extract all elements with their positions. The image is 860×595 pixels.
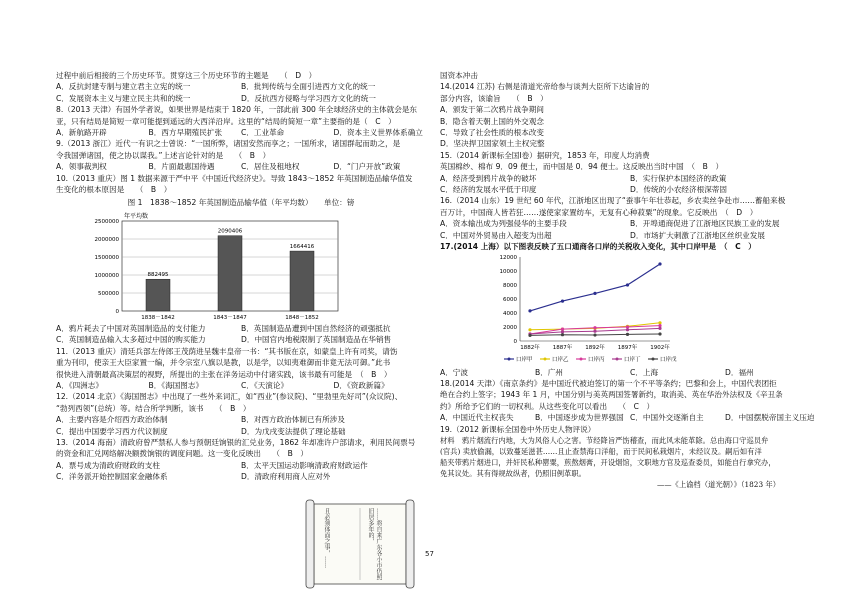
bar-value-label: 882495: [147, 272, 169, 279]
y-tick-label: 6000: [503, 296, 517, 303]
data-point: [593, 329, 596, 332]
q10-opt-b: B．英国制造品遭到中国自然经济的顽强抵抗: [241, 323, 391, 333]
q9-opt-a: A．领事裁判权: [56, 162, 107, 172]
y-tick-label: 1000000: [94, 272, 119, 279]
q13-opt-b: B．太平天国运动影响清政府财政运作: [241, 460, 368, 470]
data-point: [626, 283, 629, 286]
line-chart: [440, 253, 820, 367]
legend-marker: [652, 357, 655, 360]
y-tick-label: 4000: [503, 310, 517, 317]
y-tick-label: 2000000: [94, 236, 119, 243]
q11-opt-c: C．《天演论》: [241, 380, 289, 390]
legend-marker: [580, 357, 583, 360]
left-column: [56, 70, 426, 483]
bar: [218, 236, 242, 311]
data-point: [561, 299, 564, 302]
q8-line: 8.（2013 天津）有国外学者说，如果世界是结束于 1820 年，一部此前 300 年全球经济史的主体就会是东: [56, 105, 418, 115]
y-tick-label: 12000: [499, 254, 517, 261]
q16-opt-c: C．中国对外贸易由入超变为出超: [440, 230, 552, 240]
line-chart-svg: [490, 253, 760, 367]
q7-opt-b: B．批判传统与全面引进西方文化的统一: [241, 82, 376, 92]
data-point: [658, 262, 661, 265]
q13-opt-d: D．清政府利用商人应对外: [241, 472, 331, 482]
q18-opt-c: C．中国外交逐渐自主: [630, 413, 704, 423]
q10-line: 生变化的根本原因是 （ B ）: [56, 185, 172, 195]
legend-label: 口岸戊: [660, 356, 677, 363]
data-point: [593, 326, 596, 329]
q18-line: 18.(2014 天津）《南京条约》是中国近代被迫签订的第一个不平等条约；巴黎和会上，中国代表团拒: [440, 378, 777, 388]
q7-opt-a: A．反抗封建专制与建立君主立宪的统一: [56, 82, 191, 92]
x-tick-label: 1887年: [552, 344, 573, 351]
q18-opt-a: A．中国近代主权丧失: [440, 413, 514, 423]
q18-opt-b: B．中国逐步成为世界强国: [535, 413, 624, 423]
q17-opt-d: D．福州: [725, 367, 754, 377]
x-tick-label: 1843－1847: [213, 314, 247, 321]
scroll-text-left: 且必须体面之事，……: [323, 508, 330, 568]
legend-marker: [616, 357, 619, 360]
bar: [146, 279, 170, 311]
bar-value-label: 2090406: [217, 228, 243, 235]
q17-head: 17.(2014 上海）以下图表反映了五口通商各口岸的关税收入变化，其中口岸甲是 （ C ）: [440, 242, 756, 252]
q12-opt-a: A．主要内容是介绍西方政治体制: [56, 415, 168, 425]
y-tick-label: 8000: [503, 282, 517, 289]
q14-line: 14.(2014 江苏) 右侧是清道光帝给参与谈判大臣所下达谕旨的: [440, 82, 650, 92]
q17-opt-a: A．宁波: [440, 367, 468, 377]
y-tick-label: 500000: [98, 290, 119, 297]
x-tick-label: 1902年: [650, 344, 670, 351]
q16-opt-a: A．资本输出成为列强侵华的主要手段: [440, 219, 567, 229]
bar-chart-svg: [76, 211, 346, 323]
q8-opt-c: C．工业革命: [241, 128, 285, 138]
y-tick-label: 0: [115, 308, 119, 315]
data-point: [561, 327, 564, 330]
q16-opt-b: B．开埠通商促进了江浙地区民族工业的发展: [630, 219, 780, 229]
q18-line: 约》所给予它们的一切权利。从这些变化可以看出 （ C ）: [440, 401, 655, 411]
data-point: [658, 326, 661, 329]
q10-opt-a: A．鸦片耗去了中国对英国制造品的支付能力: [56, 323, 206, 333]
legend-marker: [544, 357, 547, 360]
q9-opt-c: C．居住及租地权: [241, 162, 300, 172]
q7-tail: 过程中前后相接的三个历史环节。贯穿这三个历史环节的主题是 （ D ）: [56, 71, 317, 80]
q15-opt-d: D．传统的小农经济根深蒂固: [630, 185, 727, 195]
y-tick-label: 0: [513, 338, 517, 345]
q15-opt-b: B．实行保护本国经济的政策: [630, 173, 727, 183]
q15-opt-c: C．经济的发展水平低于印度: [440, 185, 537, 195]
y-tick-label: 10000: [499, 268, 517, 275]
data-point: [593, 291, 596, 294]
q8-opt-d: D．资本主义世界体系确立: [333, 128, 423, 138]
q9-line: 令我国弹诸国，使之协以谋我。”上述言论针对的是 （ B ）: [56, 150, 271, 160]
legend-label: 口岸甲: [516, 356, 533, 363]
data-point: [658, 321, 661, 324]
q10-opt-d: D．中国官内地税限制了英国制造品在华销售: [241, 335, 392, 345]
q12-line: 12.（2014 北京）《海国图志》中出现了一些外来词汇，如“西业”(参议院)、“里勃里先好司”(众议院)、: [56, 392, 403, 402]
q13-opt-c: C．洋务派开始控制国家金融体系: [56, 472, 168, 482]
x-tick-label: 1892年: [585, 344, 605, 351]
x-tick-label: 1838－1842: [141, 314, 175, 321]
passage-line: 免其议处。其有得规故纵者，仍照旧例革职。: [440, 468, 586, 478]
data-point: [626, 325, 629, 328]
q10-opt-c: C．英国制造品输入太多超过中国的购买能力: [56, 335, 206, 345]
q11-line: 重为刊印，使亲王大臣家置一编，并令宗室八旗以是教，以是学，以知夷难御而非竟无法可御。”此书: [56, 358, 391, 368]
passage-line: (官兵) 卖放偷漏，以致蔓延滋甚……且止查禁海口洋船，而于民间私栽烟片，未经议及。嗣后如有洋: [440, 446, 762, 456]
x-tick-label: 1897年: [617, 344, 638, 351]
q16-line: 百万计，中国商人皆若狂……遂使家家置纺车，无复有心种菽粟”的现象。它反映出 （ D ）: [440, 207, 758, 217]
q14-opt-d: D．坚决捍卫国家领土主权完整: [440, 139, 545, 149]
q11-line: 11.（2013 重庆）清廷兵部左侍郎王茂荫进呈魏丰皇帝一书：“其书版在京，如蒙皇上许有司奖，请饬: [56, 346, 398, 356]
data-point: [561, 333, 564, 336]
q12-opt-b: B．对西方政治体制已有所涉及: [241, 415, 345, 425]
right-column: [440, 70, 820, 490]
q12-opt-d: D．为戊戌变法提供了理论基础: [241, 426, 346, 436]
bar-chart: [56, 211, 426, 323]
q11-line: 很快进入清朝最高决策层的视野，所提出的主张在洋务运动中付诸实践，该书最有可能是 （ B ）: [56, 369, 392, 379]
q13-line: 13.（2014 海南）清政府曾严禁私人参与预朝廷饷银的汇兑业务，1862 年却准许户部请求，利用民间票号: [56, 437, 416, 447]
q12-line: “勃列西领”(总统）等。结合所学判断，该书 （ B ）: [56, 403, 251, 413]
q14-opt-b: B．隐含着天朝上国的外交观念: [440, 116, 544, 126]
y-tick-label: 2500000: [94, 218, 119, 225]
q12-opt-c: C．提出中国要学习西方代议制度: [56, 426, 168, 436]
q14-opt-c: C．导致了社会性质的根本改变: [440, 128, 545, 138]
q7-opt-c: C．发展资本主义与建立民主共和的统一: [56, 93, 191, 103]
scroll-text-right: ……将自来广东各小市仍照旧居多年的，: [367, 508, 382, 580]
data-point: [528, 309, 531, 312]
q8-opt-b: B．西方早期殖民扩张: [148, 128, 223, 138]
legend-label: 口岸乙: [552, 356, 569, 363]
q9-line: 9.（2013 浙江）近代一有识之士曾说：“一国所弊，诸国安然而享之；一国所求，诸国群起而助之，是: [56, 139, 401, 149]
chart1-title: 图 1 1838～1852 年英国制造品输华值（年平均数） 单位：镑: [127, 198, 355, 208]
q8-line: 亚，只有结局是简短一章可能提到遥远的大西洋沿岸。这里的“结局的简短一章”主要指的是（ C ）: [56, 116, 396, 126]
q14-opt-a: A．颁发于第二次鸦片战争期间: [440, 105, 544, 115]
q18-opt-d: D．中国摆脱帝国主义压迫: [725, 413, 815, 423]
q17-opt-c: C．上海: [630, 367, 659, 377]
x-tick-label: 1882年: [520, 344, 540, 351]
material-passage: [440, 435, 820, 490]
q13-opt-a: A．票号成为清政府财政的支柱: [56, 460, 160, 470]
q19-line: 19.（2012 新课标全国卷中外历史人物评说）: [440, 424, 596, 434]
q15-opt-a: A．经济受到鸦片战争的破坏: [440, 173, 537, 183]
y-axis-label: 年平均数: [124, 212, 149, 220]
data-point: [658, 324, 661, 327]
q15-line: 15.（2014 新课标全国Ⅰ卷）据研究，1853 年，印度人均消费: [440, 150, 650, 160]
q15-line: 英国棉纱、棉布 9．09 便士，而中国是 0．94 便士。这反映出当时中国 （ B ）: [440, 162, 724, 172]
q10-line: 10.（2013 重庆）图 1 数据来源于严中平《中国近代经济史》。导致 1843～1852 年英国制造品输华值发: [56, 173, 413, 183]
continued-text: 国资本冲击: [440, 71, 478, 80]
q18-line: 绝在合约上签字；1943 年 1 月，中国分别与美英两国签署新约，取消美、英在华治外法权及《辛丑条: [440, 390, 783, 400]
q17-opt-b: B．广州: [535, 367, 563, 377]
passage-source: ——《上谕档（道光朝）》（1823 年）: [656, 479, 780, 489]
legend-label: 口岸丙: [588, 356, 605, 363]
passage-line: 船夹带鸦片烟进口，并奸民私种罂粟，煎熬烟膏，开设烟馆，文职地方官及巡查委员，如能自行拿究办，: [440, 457, 776, 467]
q16-opt-d: D．市场扩大刺激了江浙地区丝织业发展: [630, 230, 765, 240]
y-tick-label: 1500000: [94, 254, 119, 261]
data-point: [626, 328, 629, 331]
q14-line: 部分内容，该谕旨 （ B ）: [440, 93, 548, 103]
data-point: [626, 332, 629, 335]
data-point: [561, 330, 564, 333]
data-point: [528, 333, 531, 336]
scroll-drawing: [300, 498, 420, 590]
passage-line: 材料 鸦片烟流行内地，大为风俗人心之害。节经降旨严饬稽查，而此风未能革除。总由海口守巡员弁: [440, 435, 769, 445]
q8-opt-a: A．新航路开辟: [56, 128, 107, 138]
q11-opt-d: D．《资政新篇》: [333, 380, 389, 390]
legend-label: 口岸丁: [624, 356, 641, 363]
edict-scroll-image: [300, 498, 420, 590]
q11-opt-a: A．《四洲志》: [56, 380, 103, 390]
page-number: 57: [425, 550, 434, 558]
data-point: [658, 332, 661, 335]
q7-opt-d: D．反抗西方侵略与学习西方文化的统一: [241, 93, 376, 103]
bar-value-label: 1664416: [289, 243, 315, 250]
q9-opt-b: B．片面最惠国待遇: [148, 162, 215, 172]
data-point: [528, 328, 531, 331]
q9-opt-d: D．“门户开放”政策: [333, 162, 401, 172]
x-tick-label: 1848－1852: [285, 314, 319, 321]
bar: [290, 251, 314, 311]
q11-opt-b: B．《海国图志》: [148, 380, 204, 390]
q13-line: 的资金和汇兑网络解决额拨饷银的调度问题。这一变化反映出 （ B ）: [56, 449, 308, 459]
legend-marker: [508, 357, 511, 360]
q16-line: 16.（2014 山东）19 世纪 60 年代，江浙地区出现了“蚕事午年壮恭起，乡农卖丝争赴市……蓄船来极: [440, 196, 786, 206]
series-line: [530, 264, 660, 311]
y-tick-label: 2000: [503, 324, 517, 331]
data-point: [593, 333, 596, 336]
